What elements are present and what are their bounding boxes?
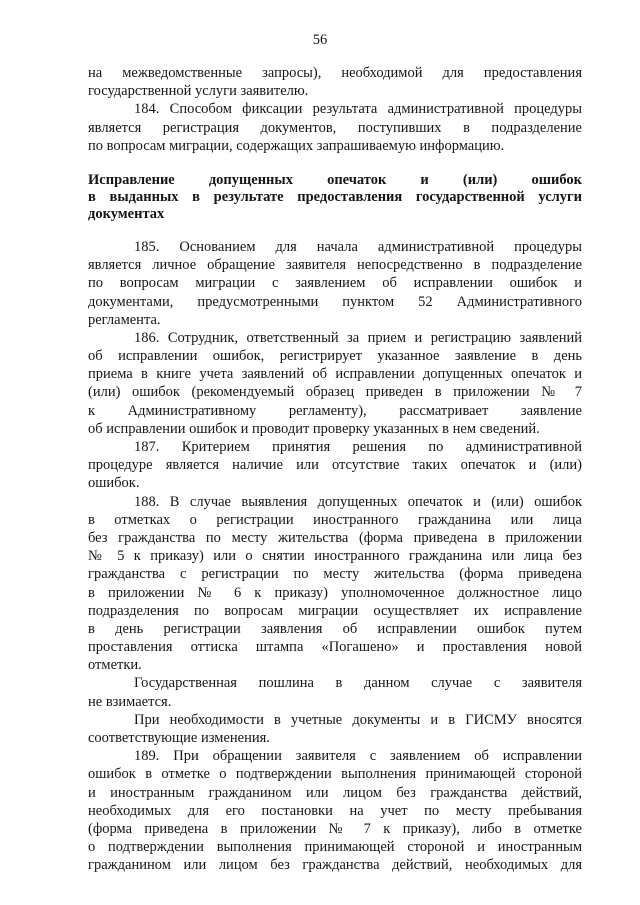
paragraph-line: Государственная пошлина в данном случае с заявителя — [134, 675, 582, 692]
paragraph-line: При необходимости в учетные документы и в ГИСМУ вносятся — [134, 711, 582, 728]
paragraph-line: 185. Основанием для начала административной процедуры — [134, 238, 582, 255]
paragraph-line: 189. При обращении заявителя с заявлением об исправлении — [134, 748, 582, 765]
paragraph-line: в день регистрации заявления об исправлении ошибок путем — [88, 620, 582, 637]
paragraph-line: 186. Сотрудник, ответственный за прием и регистрацию заявлений — [134, 329, 582, 346]
paragraph-line: является регистрация документов, поступивших в подразделение — [88, 119, 582, 136]
paragraph-line: в отметках о регистрации иностранного гражданина или лица — [88, 511, 582, 528]
paragraph-line: 184. Способом фиксации результата административной процедуры — [134, 101, 582, 118]
paragraph-line: государственной услуги заявителю. — [88, 83, 309, 100]
paragraph-line: (или) ошибок (рекомендуемый образец приведен в приложении № 7 — [88, 384, 582, 401]
paragraph-line: приема в книге учета заявлений об исправлении допущенных опечаток и — [88, 366, 582, 383]
paragraph-line: об исправлении ошибок и проводит проверку указанных в нем сведений. — [88, 420, 540, 437]
paragraph-gismu — [88, 711, 582, 747]
paragraph-line: процедуре является наличие или отсутствие таких опечаток и (или) — [88, 457, 582, 474]
heading-line: в выданных в результате предоставления государственной услуги — [88, 188, 582, 205]
paragraph-line: без гражданства по месту жительства (форма приведена в приложении — [88, 529, 582, 546]
paragraph-185 — [88, 238, 582, 329]
paragraph-state-fee — [88, 674, 582, 710]
paragraph-line: № 5 к приказу) или о снятии иностранного гражданина или лица без — [88, 548, 582, 565]
paragraph-continuation — [88, 64, 582, 100]
paragraph-line: соответствующие изменения. — [88, 730, 270, 746]
paragraph-line: (форма приведена в приложении № 7 к приказу), либо в отметке — [88, 820, 582, 837]
paragraph-line: отметки. — [88, 657, 142, 674]
document-body — [88, 64, 582, 875]
paragraph-line: регламента. — [88, 311, 161, 328]
paragraph-line: гражданства с регистрации по месту жительства (форма приведена — [88, 566, 582, 583]
paragraph-line: ошибок. — [88, 475, 140, 492]
paragraph-line: документами, предусмотренными пунктом 52 Административного — [88, 293, 582, 310]
paragraph-line: в приложении № 6 к приказу) уполномоченное должностное лицо — [88, 584, 582, 601]
paragraph-line: подразделения по вопросам миграции осуществляет их исправление — [88, 602, 582, 619]
paragraph-line: 188. В случае выявления допущенных опечаток и (или) ошибок — [134, 493, 582, 510]
paragraph-line: по вопросам миграции с заявлением об исправлении ошибок и — [88, 275, 582, 292]
paragraph-line: к Административному регламенту), рассматривает заявление — [88, 402, 582, 419]
paragraph-line: не взимается. — [88, 693, 172, 710]
paragraph-line: ошибок в отметке о подтверждении выполнения принимающей стороной — [88, 766, 582, 783]
paragraph-line: гражданином или лицом без гражданства действий, необходимых для — [88, 857, 582, 874]
page-number: 56 — [312, 32, 328, 48]
paragraph-187 — [88, 438, 582, 493]
paragraph-line: 187. Критерием принятия решения по административной — [134, 439, 582, 455]
paragraph-188 — [88, 493, 582, 675]
paragraph-186 — [88, 329, 582, 438]
heading-line: Исправление допущенных опечаток и (или) ошибок — [88, 171, 582, 188]
paragraph-line: по вопросам миграции, содержащих запрашиваемую информацию. — [88, 137, 505, 154]
heading-line: документах — [88, 205, 165, 222]
paragraph-line: об исправлении ошибок, регистрирует указанное заявление в день — [88, 348, 582, 365]
paragraph-189 — [88, 747, 582, 874]
paragraph-line: проставления оттиска штампа «Погашено» и проставления новой — [88, 639, 582, 656]
section-heading — [88, 172, 582, 223]
paragraph-line: о подтверждении выполнения принимающей стороной и иностранным — [88, 839, 582, 856]
paragraph-line: и иностранным гражданином или лицом без гражданства действий, — [88, 784, 582, 801]
paragraph-line: необходимых для его постановки на учет по месту пребывания — [88, 802, 582, 819]
paragraph-line: является личное обращение заявителя непосредственно в подразделение — [88, 257, 582, 274]
paragraph-184 — [88, 100, 582, 155]
paragraph-line: на межведомственные запросы), необходимой для предоставления — [88, 65, 582, 81]
